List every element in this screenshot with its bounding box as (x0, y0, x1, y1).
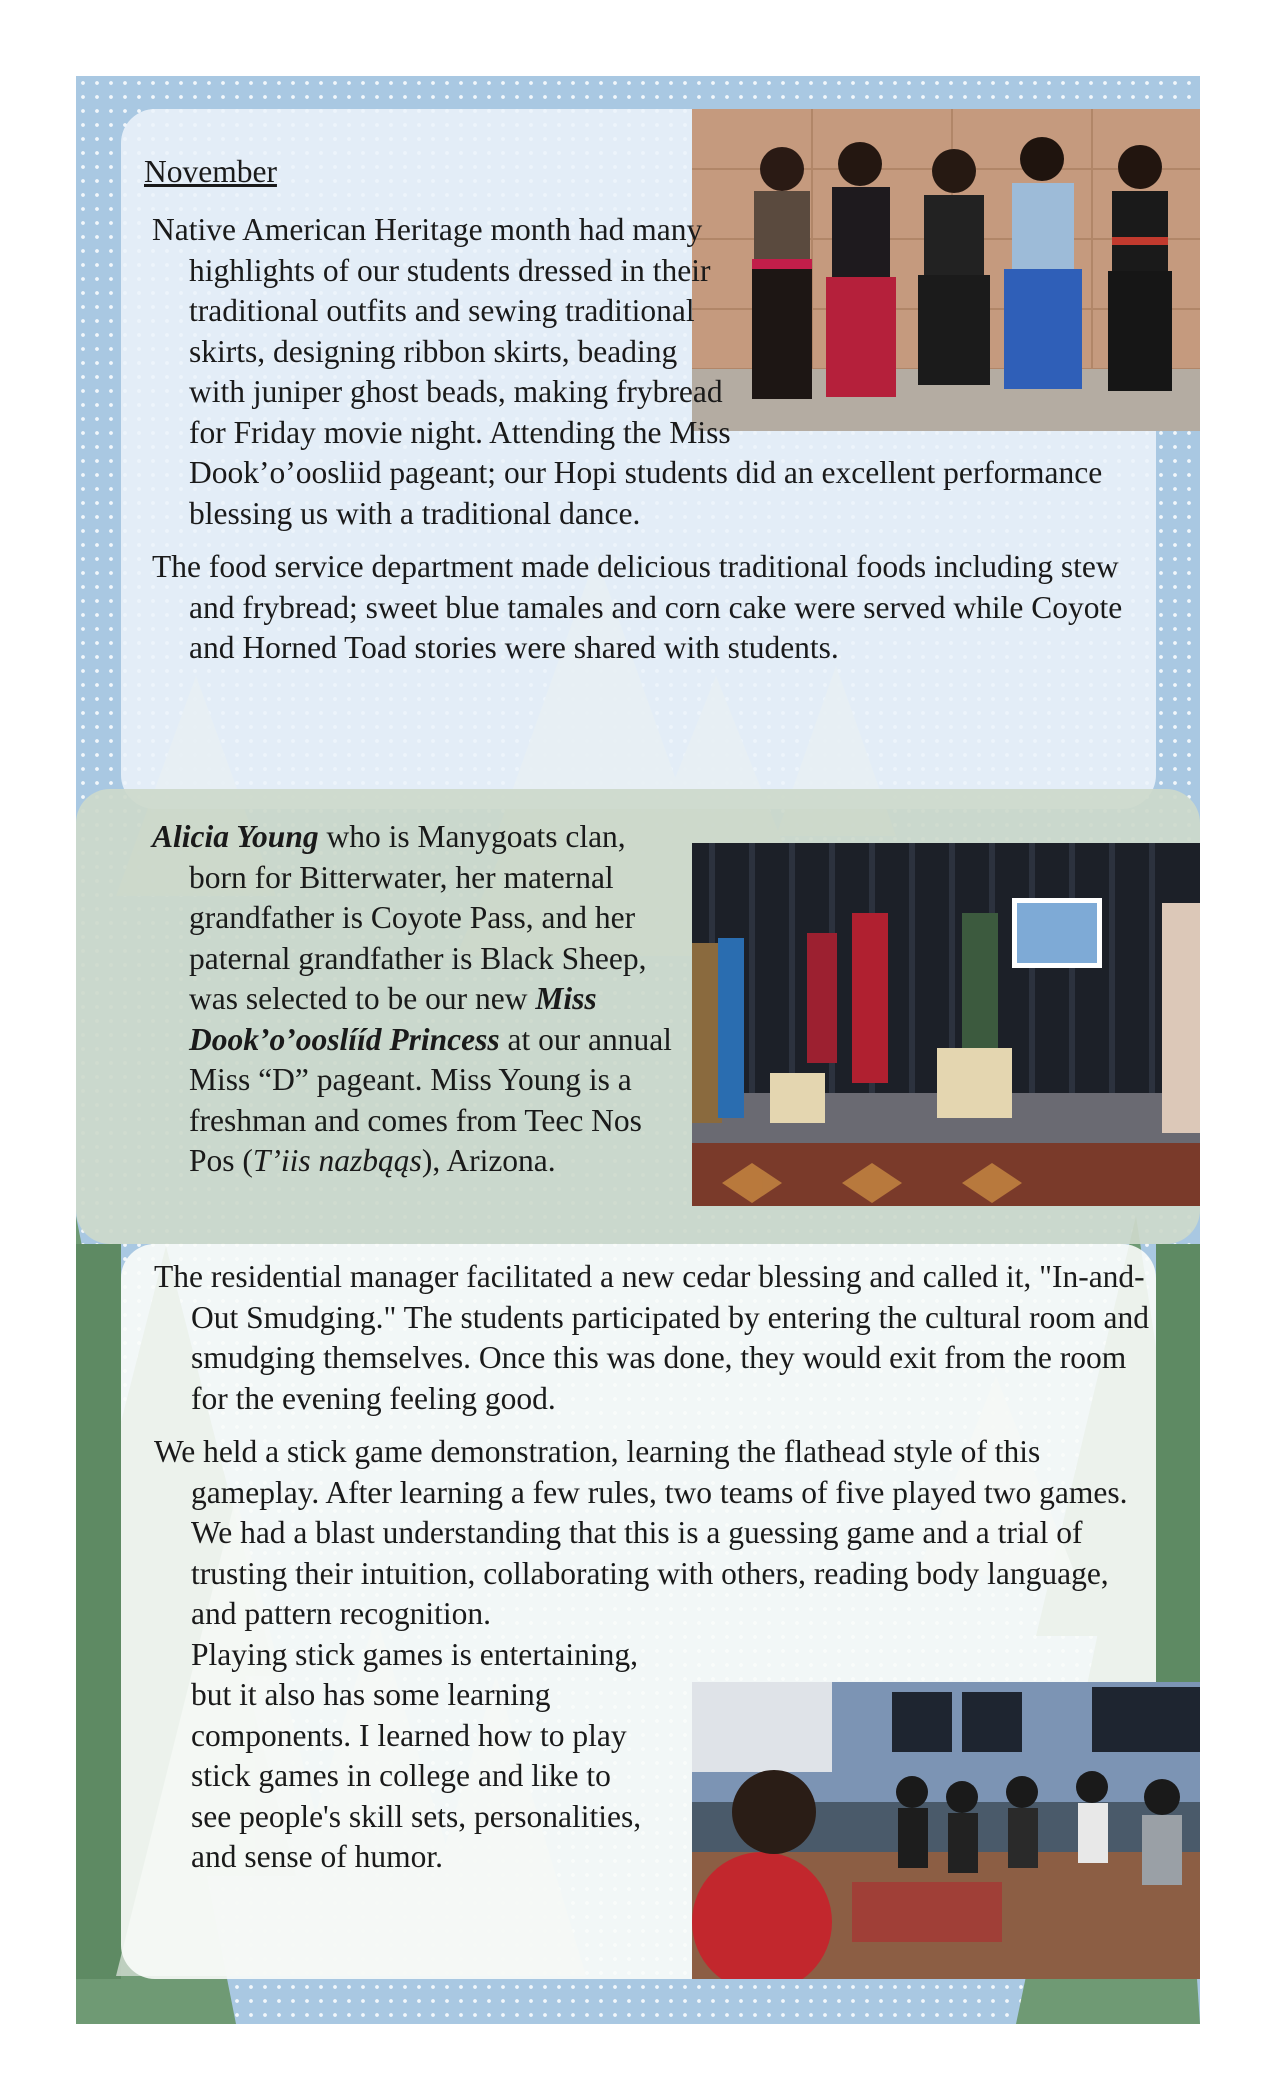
princess-text-1: who is Manygoats clan, born for Bitterwater, her maternal grandfather is Coyote Pass, and her paternal grandfather is Black Sheep, was selected to be our new (189, 819, 647, 1016)
princess-text-3: ), Arizona. (421, 1143, 556, 1178)
photo-pageant-stage (692, 843, 1200, 1206)
heritage-text (152, 210, 1152, 669)
princess-place-native: T’iis nazbąąs (252, 1143, 422, 1178)
princess-paragraph (152, 817, 672, 1182)
princess-text (152, 817, 672, 1182)
princess-title: Miss Dook’o’ooslííd Princess (189, 981, 597, 1057)
smudging-stickgame-text (154, 1257, 1154, 1878)
heritage-paragraph-1: Native American Heritage month had many highlights of our students dressed in their traditional outfits and sewing traditional skirts, designing ribbon skirts, beading with juniper ghost beads, making frybread for Friday movie night. Attending the Miss Dook’o’oosliid pageant; our Hopi students did an excellent performance blessing us with a traditional dance. (152, 212, 1103, 531)
princess-text-2: at our annual Miss “D” pageant. Miss Young is a freshman and comes from Teec Nos Pos ( (189, 1021, 672, 1178)
section-heading-november: November (144, 154, 277, 189)
princess-name: Alicia Young (152, 819, 319, 854)
page-frame (76, 76, 1200, 2024)
photo-wrap-spacer (740, 210, 1152, 438)
heritage-paragraph-2: The food service department made delicious traditional foods including stew and frybread; sweet blue tamales and corn cake were served while Coyote and Horned Toad stories were shared with students. (152, 549, 1123, 665)
smudging-paragraph: The residential manager facilitated a new cedar blessing and called it, "In-and-Out Smudging." The students participated by entering the cultural room and smudging themselves. Once this was done, they would exit from the room for the evening feeling good. (154, 1259, 1149, 1416)
stickgame-paragraph-2: Playing stick games is entertaining, but it also has some learning components. I learned how to play stick games in college and like to see people's skill sets, personalities, and sense of humor. (191, 1636, 642, 1874)
stickgame-paragraph-1: We held a stick game demonstration, learning the flathead style of this gameplay. After learning a few rules, two teams of five played two games. We had a blast understanding that this is a guessing game and a trial of trusting their intuition, collaborating with others, reading body language, and pattern recognition. (154, 1434, 1128, 1631)
